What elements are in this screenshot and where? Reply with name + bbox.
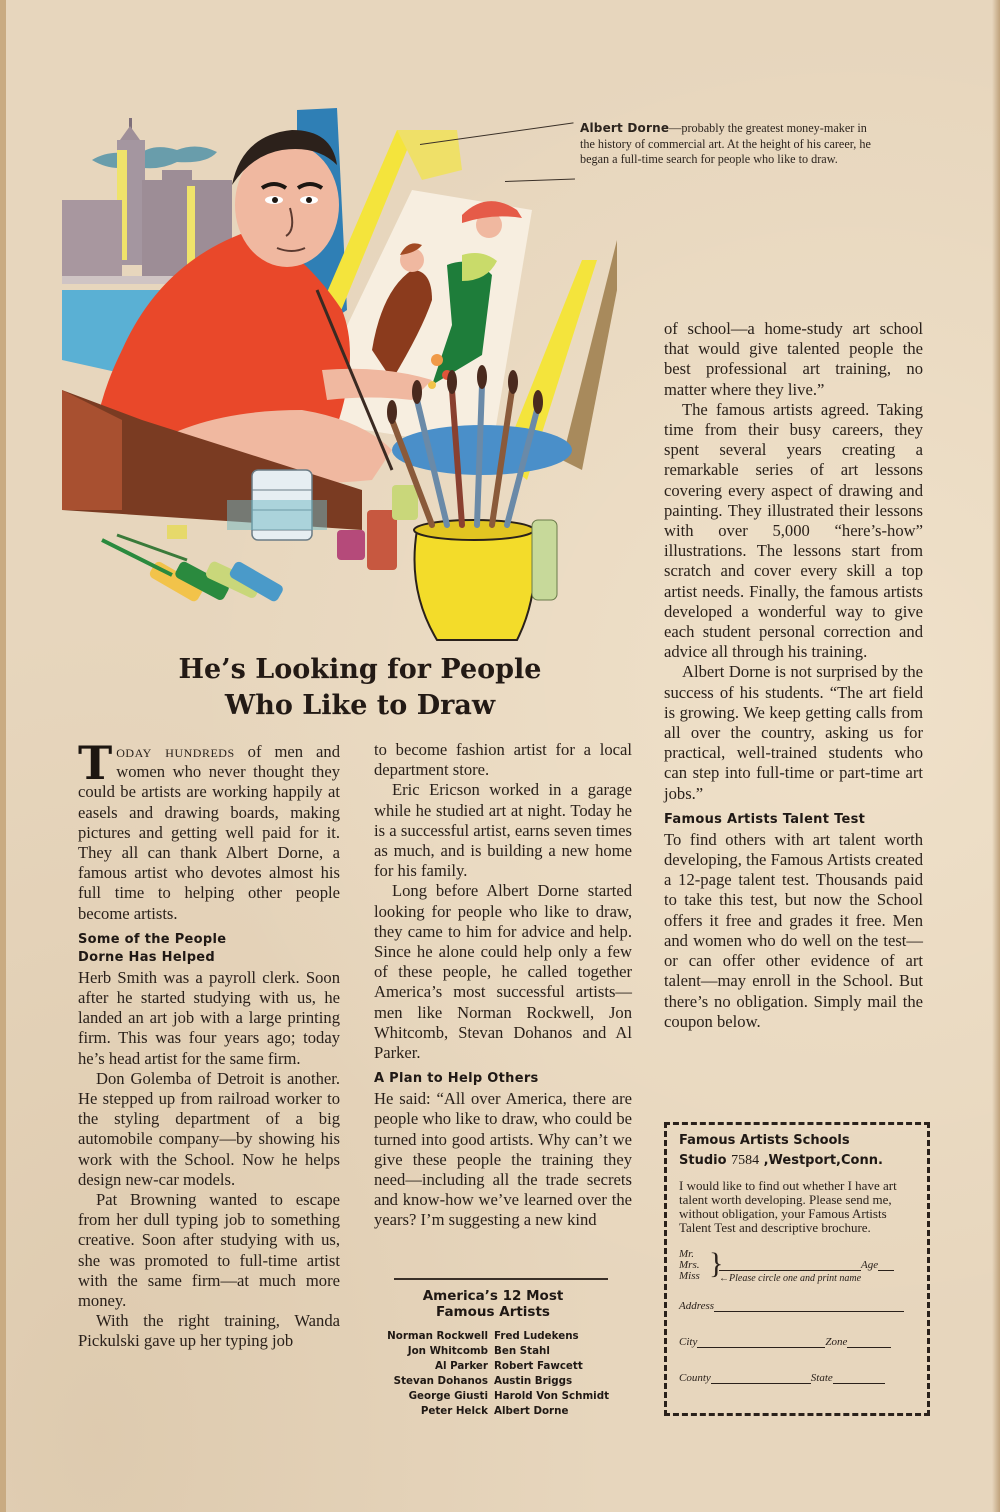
artist-name: Fred Ludekens (494, 1330, 579, 1342)
headline-line-1: He’s Looking for People (178, 654, 542, 685)
artists-title-line-1: America’s 12 Most (422, 1288, 564, 1304)
paragraph-home-study: of school—a home-study art school that would give talented people the best professional art training, no matter where they live.” (664, 319, 923, 399)
name-input-line[interactable] (719, 1259, 861, 1271)
zone-label: Zone (825, 1336, 848, 1348)
artists-grid (368, 1329, 618, 1419)
paragraph-don-golemba: Don Golemba of Detroit is another. He stepped up from railroad worker to the styling department of a big automobile company—by showing his work with the School. Now he helps design new-car models. (78, 1068, 340, 1189)
state-input-line[interactable] (833, 1372, 885, 1384)
lead-small-caps: oday hundreds (116, 742, 235, 761)
paragraph-talent-test: To find others with art talent worth developing, the Famous Artists created a 12-page talent test. Thousands paid to take this test, but now the School offers it free and grades it free. Men and women who do well on the test—or can offer other evidence of art talent—may enroll in the School. But there’s no obligation. Simply mail the coupon below. (664, 829, 923, 1031)
paragraph-wanda-pickulski: With the right training, Wanda Pickulski gave up her typing job (78, 1311, 340, 1351)
caption-name: Albert Dorne (580, 121, 670, 135)
artist-name: George Giusti (408, 1390, 488, 1402)
name-hint (719, 1273, 917, 1284)
divider-rule (394, 1278, 608, 1280)
paragraph-pat-browning: Pat Browning wanted to escape from her dull typing job to something creative. Soon after studying with us, she was promoted to full-time artist with the same firm—at much more money. (78, 1190, 340, 1311)
artist-name: Harold Von Schmidt (494, 1390, 610, 1402)
coupon-location: ,Westport,Conn. (759, 1153, 883, 1168)
brace-glyph: } (709, 1247, 724, 1280)
artist-name: Stevan Dohanos (393, 1375, 488, 1387)
address-input-line[interactable] (714, 1300, 904, 1312)
article-column-2 (374, 740, 632, 1231)
page-edge-left (0, 0, 6, 1512)
name-field-group (679, 1249, 917, 1284)
paragraph-he-said: He said: “All over America, there are people who like to draw, who could be turned into good artists. Why can’t we give these people the training they need—including all the trade secrets and know-how we’ve learned over the years? I’m suggesting a new kind (374, 1089, 632, 1230)
illustration-caption (580, 121, 880, 168)
caption-text: —probably the greatest money-maker in the history of commercial art. At the height of his career, he began a full-time search for people who like to draw. (580, 121, 871, 166)
article-column-1 (78, 736, 340, 1352)
artist-name: Ben Stahl (494, 1345, 550, 1357)
zone-input-line[interactable] (847, 1336, 891, 1348)
age-label: Age (861, 1259, 879, 1271)
title-option-mr[interactable]: Mr. (679, 1248, 694, 1260)
intro-text: of men and women who never thought they could be artists are working happily at easels and drawing boards, making pictures and getting well paid for it. They all can thank Albert Dorne, a famous artist who devotes almost his full time to helping other people become artists. (78, 742, 340, 923)
article-column-3 (664, 319, 923, 1032)
artist-name: Robert Fawcett (494, 1360, 583, 1372)
paragraph-herb-smith: Herb Smith was a payroll clerk. Soon after he started studying with us, he landed an art job with a large printing firm. This was four years ago; today he’s head artist for the same firm. (78, 967, 340, 1068)
artist-name: Al Parker (434, 1360, 488, 1372)
subhead-line-1: Some of the People (78, 931, 227, 947)
famous-artists-list (368, 1278, 618, 1419)
studio-number: 7584 (731, 1153, 760, 1168)
artists-list-title (368, 1288, 618, 1320)
artist-name: Austin Briggs (494, 1375, 573, 1387)
title-option-miss[interactable]: Miss (679, 1270, 700, 1282)
state-label: State (810, 1372, 833, 1384)
artist-name: Peter Helck (420, 1405, 488, 1417)
paragraph-fashion-artist: to become fashion artist for a local department store. (374, 740, 632, 780)
subhead-talent-test: Famous Artists Talent Test (664, 811, 866, 827)
paragraph-artists-agreed: The famous artists agreed. Taking time from their busy careers, they spent several years creating a remarkable series of art lessons covering every aspect of drawing and painting. They illustrated their lessons with over 5,000 “here’s-how” illustrations. The lessons start from scratch and cover every skill a top artist needs. Finally, the famous artists developed a wonderful way to give each student personal correction and advice all through his training. (664, 399, 923, 662)
city-input-line[interactable] (697, 1336, 825, 1348)
address-label: Address (679, 1300, 715, 1312)
studio-label: Studio (679, 1153, 732, 1168)
subhead-line-2: Dorne Has Helped (78, 949, 216, 965)
age-input-line[interactable] (878, 1259, 894, 1271)
county-input-line[interactable] (711, 1372, 811, 1384)
artists-title-line-2: Famous Artists (436, 1304, 550, 1320)
name-hint-text: Please circle one and print name (729, 1273, 862, 1284)
coupon-request-text: I would like to find out whether I have art talent worth developing. Please send me, without obligation, your Famous Artists Talent Test and descriptive brochure. (679, 1178, 897, 1235)
intro-paragraph (78, 736, 340, 924)
mail-in-coupon[interactable] (664, 1122, 930, 1416)
paragraph-not-surprised: Albert Dorne is not surprised by the success of his students. “The art field is growing. We keep getting calls from all over the country, asking us for practical, well-trained students who can step into full-time or part-time art jobs.” (664, 662, 923, 803)
subhead-people-helped (78, 930, 340, 968)
page-edge-right (992, 0, 1000, 1512)
paragraph-long-before: Long before Albert Dorne started looking for people who like to draw, they came to him for advice and help. Since he alone could help only a few of these people, he called together America’s most successful artists—men like Norman Rockwell, Jon Whitcomb, Stevan Dohanos and Al Parker. (374, 881, 632, 1063)
artist-name: Jon Whitcomb (407, 1345, 488, 1357)
headline (120, 652, 600, 724)
county-label: County (679, 1372, 711, 1384)
arrow-left-icon: ← (719, 1273, 729, 1284)
albert-dorne-illustration (62, 90, 617, 650)
headline-line-2: Who Like to Draw (224, 690, 496, 721)
drop-cap: T (78, 736, 113, 790)
coupon-school-name: Famous Artists Schools (679, 1133, 850, 1148)
artist-name: Norman Rockwell (387, 1330, 488, 1342)
paragraph-eric-ericson: Eric Ericson worked in a garage while he studied art at night. Today he is a successful artist, earns seven times as much, and is building a new home for his family. (374, 780, 632, 881)
artist-name: Albert Dorne (494, 1405, 569, 1417)
subhead-plan: A Plan to Help Others (374, 1071, 539, 1087)
city-label: City (679, 1336, 698, 1348)
title-option-mrs[interactable]: Mrs. (679, 1259, 700, 1271)
coupon-address-line (679, 1151, 917, 1171)
